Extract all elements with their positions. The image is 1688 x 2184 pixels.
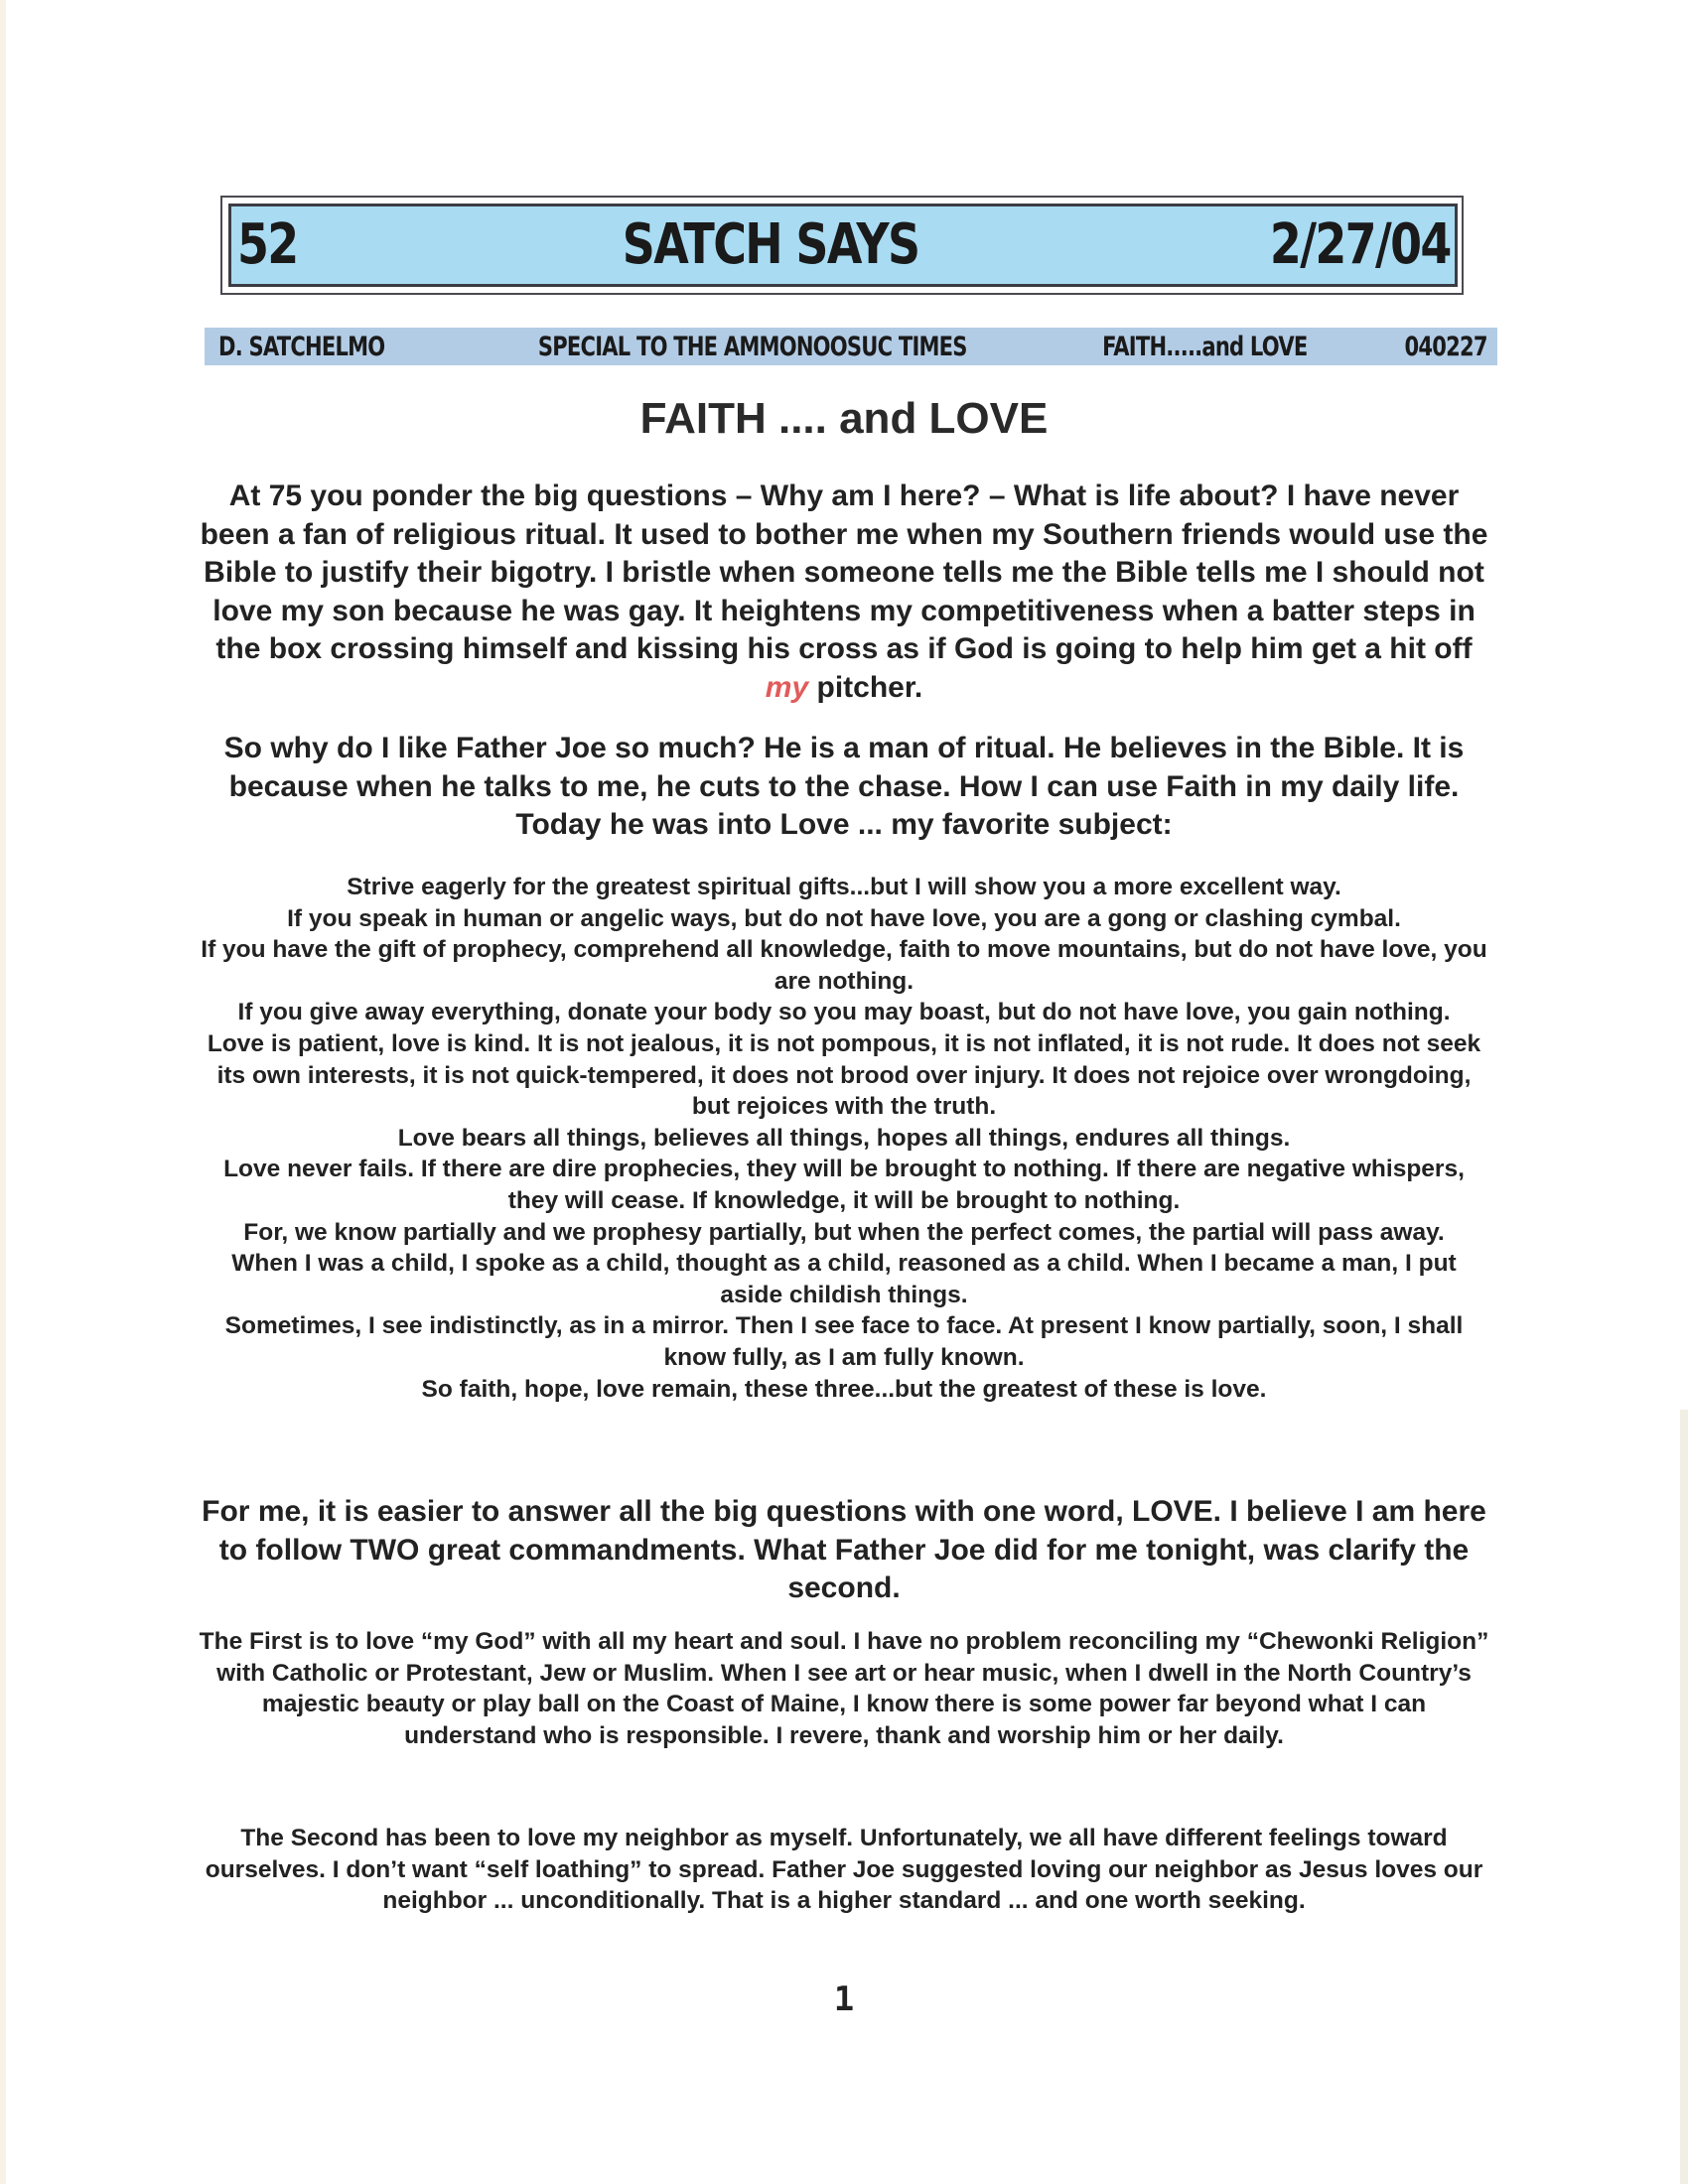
scripture-line: Sometimes, I see indistinctly, as in a mirror. Then I see face to face. At present I know partially, soon, I shall know fully, as I am fully known.: [224, 1312, 1464, 1371]
paragraph-father-joe: So why do I like Father Joe so much? He is a man of ritual. He believes in the Bible. It is because when he talks to me, he cuts to the chase. How I can use Faith in my daily life. Today he was into Love ... my favorite subject:: [223, 732, 1465, 841]
scripture-line: If you have the gift of prophecy, comprehend all knowledge, faith to move mountains, but do not have love, you are nothing.: [201, 936, 1487, 995]
scripture-line: When I was a child, I spoke as a child, thought as a child, reasoned as a child. When I became a man, I put aside childish things.: [231, 1250, 1457, 1308]
byline-bar: [205, 328, 1497, 365]
scripture-line: Love is patient, love is kind. It is not jealous, it is not pompous, it is not inflated, it is not rude. It does not seek its own interests, it is not quick-tempered, it does not brood over injury. It does not rejoice over wrongdoing, but rejoices with the truth.: [207, 1029, 1481, 1121]
paragraph-second-commandment: The Second has been to love my neighbor as myself. Unfortunately, we all have different feelings toward ourselves. I don’t want “self loathing” to spread. Father Joe suggested loving our neighbor as Jesus loves our neighbor ... unconditionally. That is a higher standard ... and one worth seeking.: [205, 1825, 1483, 1915]
emphasized-word: my: [765, 670, 809, 704]
scripture-line: If you give away everything, donate your body so you may boast, but do not have love, you gain nothing.: [237, 999, 1451, 1026]
title-banner: [220, 196, 1464, 295]
paragraph-commandments: For me, it is easier to answer all the big questions with one word, LOVE. I believe I am here to follow TWO great commandments. What Father Joe did for me tonight, was clarify the second.: [202, 1495, 1486, 1604]
issue-date: 2/27/04: [1270, 212, 1451, 277]
column-title: SATCH SAYS: [622, 212, 919, 277]
scripture-line: Love bears all things, believes all things, hopes all things, endures all things.: [397, 1124, 1291, 1152]
scripture-line: So faith, hope, love remain, these three...but the greatest of these is love.: [421, 1375, 1267, 1403]
paragraph-intro-text: At 75 you ponder the big questions – Why am I here? – What is life about? I have never been a fan of religious ritual. It used to bother me when my Southern friends would use the Bible to justify their bigotry. I bristle when someone tells me the Bible tells me I should not love my son because he was gay. It heightens my competitiveness when a batter steps in the box crossing himself and kissing his cross as if God is going to help him get a hit off: [200, 479, 1488, 665]
scripture-line: If you speak in human or angelic ways, but do not have love, you are a gong or clashing cymbal.: [287, 904, 1401, 932]
page-number: 1: [833, 1979, 855, 2019]
article-title: FAITH .... and LOVE: [639, 394, 1049, 443]
paragraph-intro-end: pitcher.: [816, 670, 923, 704]
scripture-line: For, we know partially and we prophesy partially, but when the perfect comes, the partial will pass away.: [243, 1218, 1445, 1246]
scan-edge: [0, 0, 6, 2184]
scripture-line: Strive eagerly for the greatest spiritual gifts...but I will show you a more excellent way.: [347, 874, 1341, 900]
paragraph-first-commandment: The First is to love “my God” with all my heart and soul. I have no problem reconciling my “Chewonki Religion” with Catholic or Protestant, Jew or Muslim. When I see art or hear music, when I dwell in the North Country’s majestic beauty or play ball on the Coast of Maine, I know there is some power far beyond what I can understand who is responsible. I revere, thank and worship him or her daily.: [199, 1628, 1489, 1749]
byline-code: 040227: [1404, 331, 1487, 362]
byline-author: D. SATCHELMO: [218, 331, 385, 362]
scripture-passage: [199, 872, 1489, 1405]
scan-edge: [1680, 1410, 1688, 2184]
scripture-line: Love never fails. If there are dire prophecies, they will be brought to nothing. If there are negative whispers, they will cease. If knowledge, it will be brought to nothing.: [223, 1156, 1465, 1214]
byline-topic: FAITH.....and LOVE: [1101, 331, 1307, 362]
title-banner-fill: [228, 204, 1458, 287]
paragraph-intro: [199, 478, 1489, 707]
byline-publication: SPECIAL TO THE AMMONOOSUC TIMES: [537, 331, 967, 362]
issue-number: 52: [237, 212, 298, 277]
